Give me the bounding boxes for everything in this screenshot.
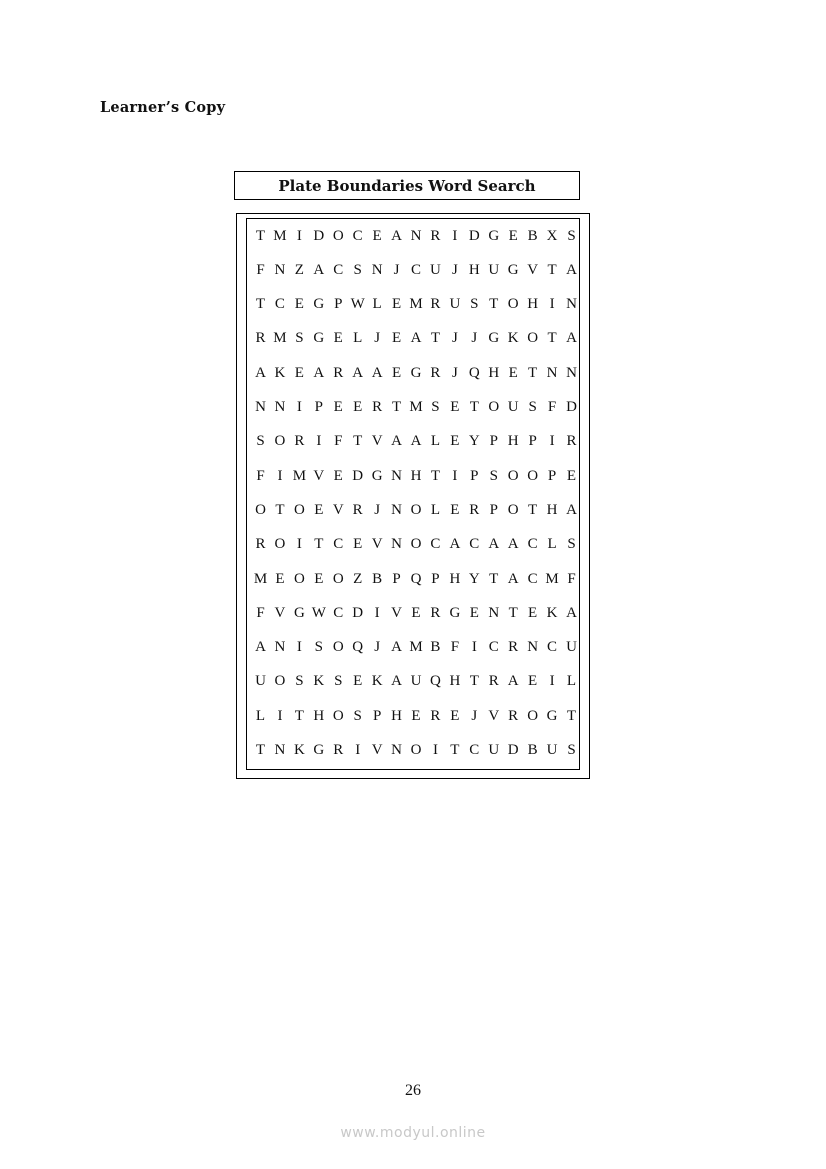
grid-letter: T (547, 261, 557, 278)
grid-letter: L (372, 296, 382, 313)
grid-letter: E (314, 501, 324, 518)
grid-letter: R (430, 227, 441, 244)
grid-row (251, 398, 581, 418)
grid-letter: J (451, 330, 458, 347)
grid-letter: A (391, 673, 402, 690)
grid-letter: J (471, 707, 478, 724)
grid-letter: N (391, 467, 402, 484)
grid-letter: S (431, 399, 440, 415)
grid-letter: T (547, 330, 557, 347)
grid-letter: G (410, 364, 422, 381)
grid-letter: E (411, 604, 421, 621)
grid-letter: R (294, 433, 305, 450)
grid-letter: G (313, 330, 325, 347)
grid-letter: N (391, 501, 402, 518)
grid-letter: O (255, 501, 266, 518)
grid-letter: C (469, 536, 480, 553)
grid-letter: J (451, 364, 458, 381)
grid-letter: C (333, 261, 344, 278)
grid-letter: R (430, 604, 441, 621)
grid-letter: C (527, 536, 538, 553)
grid-letter: V (488, 707, 500, 724)
grid-letter: E (353, 536, 363, 553)
grid-letter: F (567, 570, 576, 587)
grid-row (251, 226, 581, 246)
grid-letter: S (314, 639, 323, 656)
grid-row (251, 500, 581, 520)
grid-letter: V (371, 536, 383, 553)
grid-letter: F (256, 467, 265, 484)
grid-letter: N (391, 742, 402, 758)
grid-letter: N (274, 399, 286, 415)
grid-letter: E (450, 707, 460, 724)
grid-letter: L (430, 501, 441, 518)
grid-letter: T (528, 364, 538, 381)
grid-letter: D (352, 604, 364, 621)
grid-letter: T (469, 673, 479, 690)
grid-letter: I (296, 639, 302, 656)
word-search-title: Plate Boundaries Word Search (278, 176, 536, 195)
grid-letter: O (507, 501, 519, 518)
grid-letter: G (488, 330, 500, 347)
grid-letter: T (450, 742, 460, 758)
grid-letter: U (488, 742, 500, 758)
grid-letter: A (391, 227, 402, 244)
grid-letter: A (410, 433, 422, 450)
grid-letter: O (274, 433, 286, 450)
grid-letter: A (352, 364, 364, 381)
grid-letter: I (355, 742, 361, 758)
grid-letter: P (470, 467, 479, 484)
grid-letter: G (546, 707, 558, 724)
grid-letter: B (527, 227, 538, 244)
grid-row (251, 466, 581, 486)
grid-letter: A (410, 330, 422, 347)
grid-letter: R (488, 673, 499, 690)
grid-letter: C (488, 639, 499, 656)
grid-letter: X (546, 227, 558, 244)
grid-letter: L (255, 707, 266, 724)
grid-letter: E (391, 330, 402, 347)
grid-letter: P (547, 467, 557, 484)
grid-letter: N (527, 639, 539, 656)
grid-letter: B (430, 639, 441, 656)
grid-letter: A (566, 330, 577, 347)
grid-letter: T (469, 399, 479, 415)
grid-letter: U (488, 261, 500, 278)
grid-letter: S (489, 467, 498, 484)
grid-letter: I (277, 467, 283, 484)
grid-letter: E (314, 570, 324, 587)
grid-letter: E (391, 364, 402, 381)
grid-row (251, 638, 581, 658)
grid-letter: A (313, 364, 325, 381)
grid-letter: K (313, 673, 325, 690)
grid-letter: T (255, 296, 266, 313)
grid-letter: A (371, 364, 383, 381)
grid-letter: I (277, 707, 283, 724)
grid-letter: N (274, 261, 286, 278)
grid-letter: E (372, 227, 382, 244)
grid-letter: T (255, 742, 266, 758)
grid-letter: S (567, 536, 576, 553)
word-search-outer-frame (236, 213, 590, 779)
grid-letter: K (293, 742, 305, 758)
grid-letter: H (391, 707, 402, 724)
grid-row (251, 260, 581, 280)
grid-letter: K (371, 673, 383, 690)
grid-letter: P (528, 433, 537, 450)
grid-letter: A (255, 639, 266, 656)
grid-letter: E (566, 467, 577, 484)
grid-row (251, 741, 581, 761)
grid-letter: E (450, 501, 460, 518)
grid-letter: H (449, 570, 461, 587)
grid-letter: R (566, 433, 577, 450)
grid-letter: A (391, 639, 402, 656)
grid-letter: G (507, 261, 519, 278)
grid-letter: V (274, 604, 286, 621)
grid-letter: U (430, 261, 441, 278)
grid-letter: U (410, 673, 422, 690)
grid-letter: O (332, 707, 344, 724)
grid-letter: I (296, 227, 302, 244)
grid-letter: T (353, 433, 363, 450)
grid-letter: C (469, 742, 480, 758)
grid-letter: T (430, 467, 441, 484)
grid-letter: E (469, 604, 479, 621)
grid-letter: G (449, 604, 461, 621)
grid-letter: L (566, 673, 577, 690)
grid-letter: O (527, 467, 539, 484)
grid-letter: E (275, 570, 285, 587)
grid-letter: A (255, 364, 266, 381)
grid-letter: Q (410, 570, 422, 587)
grid-letter: P (392, 570, 401, 587)
grid-letter: D (468, 227, 480, 244)
grid-letter: E (411, 707, 421, 724)
grid-letter: P (334, 296, 343, 313)
grid-letter: M (273, 227, 287, 244)
grid-letter: R (508, 639, 519, 656)
grid-letter: H (507, 433, 519, 450)
grid-row (251, 432, 581, 452)
grid-letter: E (294, 296, 304, 313)
grid-letter: S (353, 261, 362, 278)
grid-letter: A (566, 604, 577, 621)
grid-letter: N (255, 399, 266, 415)
grid-letter: T (314, 536, 324, 553)
grid-letter: I (452, 467, 458, 484)
grid-letter: F (450, 639, 460, 656)
grid-letter: O (293, 570, 305, 587)
grid-letter: O (274, 673, 286, 690)
grid-letter: A (507, 673, 519, 690)
grid-letter: I (471, 639, 477, 656)
grid-letter: E (294, 364, 304, 381)
grid-letter: U (255, 673, 266, 690)
grid-letter: E (528, 604, 538, 621)
grid-row (251, 672, 581, 692)
grid-row (251, 569, 581, 589)
grid-letter: L (353, 330, 363, 347)
grid-letter: U (566, 639, 577, 656)
grid-letter: E (508, 364, 518, 381)
grid-letter: J (393, 261, 400, 278)
grid-letter: O (293, 501, 305, 518)
grid-letter: M (409, 296, 423, 313)
grid-letter: E (450, 433, 460, 450)
grid-letter: H (449, 673, 461, 690)
grid-letter: R (372, 399, 383, 415)
grid-letter: B (527, 742, 538, 758)
grid-letter: H (546, 501, 558, 518)
grid-letter: C (430, 536, 441, 553)
grid-letter: O (332, 639, 344, 656)
grid-letter: D (313, 227, 325, 244)
grid-letter: S (567, 742, 576, 758)
grid-letter: V (313, 467, 325, 484)
grid-letter: R (469, 501, 480, 518)
grid-letter: I (549, 296, 555, 313)
grid-letter: T (275, 501, 285, 518)
grid-letter: H (527, 296, 539, 313)
grid-letter: D (507, 742, 519, 758)
grid-letter: F (547, 399, 557, 415)
grid-letter: M (545, 570, 559, 587)
grid-letter: W (350, 296, 365, 313)
grid-letter: I (296, 399, 302, 415)
grid-letter: C (527, 570, 538, 587)
grid-letter: O (274, 536, 286, 553)
grid-letter: N (488, 604, 500, 621)
grid-letter: T (255, 227, 266, 244)
grid-row (251, 329, 581, 349)
grid-letter: O (507, 467, 519, 484)
grid-letter: A (566, 261, 577, 278)
grid-letter: T (294, 707, 304, 724)
grid-letter: R (430, 296, 441, 313)
grid-letter: R (508, 707, 519, 724)
grid-letter: A (507, 536, 519, 553)
grid-letter: J (374, 501, 381, 518)
grid-letter: S (334, 673, 343, 690)
grid-letter: N (566, 364, 577, 381)
grid-letter: N (546, 364, 558, 381)
grid-letter: K (507, 330, 519, 347)
grid-letter: S (567, 227, 576, 244)
grid-letter: N (274, 639, 286, 656)
grid-letter: P (314, 399, 323, 415)
grid-letter: T (508, 604, 518, 621)
grid-letter: E (508, 227, 518, 244)
grid-letter: N (371, 261, 383, 278)
grid-letter: I (432, 742, 438, 758)
watermark: www.modyul.online (340, 1125, 486, 1141)
grid-letter: G (313, 742, 325, 758)
grid-letter: P (489, 433, 498, 450)
grid-letter: S (295, 673, 304, 690)
grid-letter: L (430, 433, 441, 450)
grid-letter: M (409, 639, 423, 656)
grid-letter: I (452, 227, 458, 244)
grid-letter: S (295, 330, 304, 347)
grid-letter: M (253, 570, 268, 587)
grid-letter: D (352, 467, 364, 484)
grid-letter: E (333, 330, 343, 347)
grid-letter: G (488, 227, 500, 244)
grid-letter: I (549, 433, 555, 450)
grid-letter: I (374, 604, 380, 621)
grid-letter: U (507, 399, 519, 415)
grid-letter: O (410, 742, 422, 758)
grid-letter: T (489, 296, 499, 313)
grid-letter: N (274, 742, 286, 758)
grid-letter: S (353, 707, 362, 724)
grid-letter: R (333, 742, 344, 758)
grid-letter: T (528, 501, 538, 518)
grid-letter: E (353, 673, 363, 690)
grid-letter: O (410, 501, 422, 518)
grid-letter: M (292, 467, 307, 484)
grid-letter: P (372, 707, 382, 724)
grid-letter: C (333, 536, 344, 553)
grid-letter: R (333, 364, 344, 381)
grid-letter: U (449, 296, 461, 313)
grid-letter: N (566, 296, 577, 313)
grid-letter: O (488, 399, 500, 415)
grid-letter: E (391, 296, 402, 313)
grid-letter: R (255, 536, 266, 553)
grid-letter: D (566, 399, 577, 415)
grid-letter: C (352, 227, 363, 244)
learners-copy-label: Learner’s Copy (100, 99, 226, 116)
page-number: 26 (405, 1082, 421, 1099)
grid-letter: T (566, 707, 577, 724)
grid-letter: A (313, 261, 325, 278)
grid-letter: B (372, 570, 383, 587)
grid-letter: E (333, 467, 343, 484)
grid-letter: E (450, 399, 460, 415)
grid-letter: J (374, 330, 381, 347)
grid-letter: Y (468, 570, 480, 587)
grid-row (251, 603, 581, 623)
grid-letter: G (371, 467, 383, 484)
grid-letter: I (316, 433, 322, 450)
grid-letter: T (430, 330, 441, 347)
grid-letter: J (374, 639, 381, 656)
grid-row (251, 535, 581, 555)
grid-letter: E (333, 399, 343, 415)
grid-letter: M (273, 330, 287, 347)
grid-letter: C (333, 604, 344, 621)
grid-letter: F (334, 433, 343, 450)
grid-letter: R (255, 330, 266, 347)
grid-letter: K (546, 604, 558, 621)
grid-letter: A (449, 536, 461, 553)
grid-letter: V (332, 501, 344, 518)
grid-letter: I (296, 536, 302, 553)
grid-letter: R (430, 707, 441, 724)
grid-row (251, 706, 581, 726)
grid-letter: C (274, 296, 285, 313)
grid-letter: A (488, 536, 500, 553)
grid-letter: R (352, 501, 363, 518)
grid-letter: F (256, 261, 265, 278)
grid-letter: L (547, 536, 557, 553)
grid-letter: V (371, 433, 383, 450)
grid-letter: H (410, 467, 422, 484)
grid-letter: O (527, 707, 539, 724)
grid-letter: P (431, 570, 440, 587)
grid-letter: O (410, 536, 422, 553)
word-search-title-box (234, 171, 580, 200)
grid-letter: C (547, 639, 558, 656)
grid-letter: V (371, 742, 383, 758)
grid-letter: V (527, 261, 539, 278)
grid-letter: A (507, 570, 519, 587)
grid-letter: T (391, 399, 402, 415)
grid-letter: O (527, 330, 539, 347)
grid-letter: A (391, 433, 402, 450)
grid-letter: J (471, 330, 478, 347)
grid-letter: N (410, 227, 422, 244)
grid-letter: G (313, 296, 325, 313)
grid-letter: H (468, 261, 480, 278)
grid-letter: Q (352, 639, 364, 656)
grid-letter: U (546, 742, 558, 758)
grid-letter: J (451, 261, 458, 278)
grid-letter: P (489, 501, 498, 518)
grid-letter: F (256, 604, 265, 621)
grid-letter: O (332, 570, 344, 587)
grid-letter: V (391, 604, 402, 621)
grid-letter: Z (353, 570, 363, 587)
grid-row (251, 363, 581, 383)
grid-letter: Z (294, 261, 304, 278)
grid-letter: W (311, 604, 326, 621)
grid-row (251, 295, 581, 315)
grid-letter: C (410, 261, 421, 278)
grid-letter: S (256, 433, 265, 450)
grid-letter: A (566, 501, 577, 518)
grid-letter: R (430, 364, 441, 381)
grid-letter: Q (468, 364, 480, 381)
grid-letter: H (313, 707, 325, 724)
grid-letter: M (409, 399, 423, 415)
grid-letter: I (549, 673, 555, 690)
grid-letter: G (293, 604, 305, 621)
grid-letter: E (528, 673, 538, 690)
grid-letter: E (353, 399, 363, 415)
grid-letter: T (489, 570, 499, 587)
grid-letter: O (332, 227, 344, 244)
grid-letter: H (488, 364, 500, 381)
grid-letter: S (470, 296, 479, 313)
grid-letter: N (391, 536, 402, 553)
grid-letter: S (528, 399, 537, 415)
grid-letter: Y (468, 433, 480, 450)
grid-letter: Q (430, 673, 441, 690)
grid-letter: K (274, 364, 286, 381)
grid-letter: O (507, 296, 519, 313)
word-search-grid (246, 218, 580, 770)
